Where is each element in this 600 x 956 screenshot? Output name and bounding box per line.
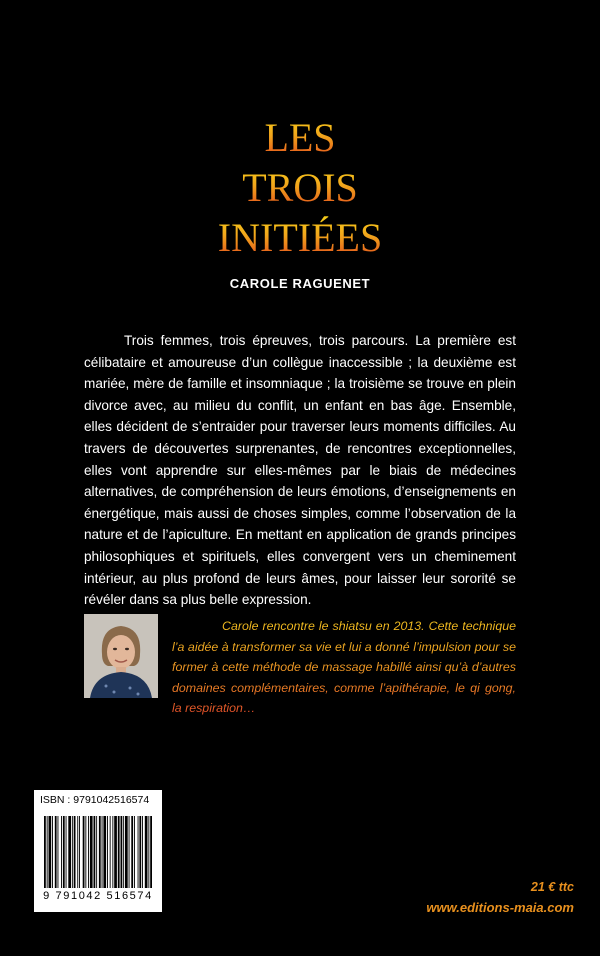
author-portrait-icon bbox=[84, 614, 158, 698]
author-bio bbox=[172, 616, 516, 719]
book-title-line-3: INITIÉES bbox=[0, 214, 600, 262]
book-summary: Trois femmes, trois épreuves, trois parcours. La première est célibataire et amoureuse d’un collègue inaccessible ; la deuxième est mariée, mère de famille et insomniaque ; la troisième se trouve en plein divorce avec, au milieu du conflit, un enfant en bas âge. Ensemble, elles décident de s’entraider pour traverser leurs moments difficiles. Au travers de découvertes surprenantes, de rencontres exceptionnelles, elles vont apprendre sur elles-mêmes par le biais de médecines alternatives, de compréhension de leurs émotions, d’enseignements en énergétique, mais aussi de choses simples, comme l’observation de la nature et de l’apiculture. En mettant en application de grands principes philosophiques et spirituels, elles convergent vers un cheminement intérieur, au plus profond de leurs âmes, pour laisser leur sororité se révéler dans sa plus belle expression. bbox=[84, 333, 516, 608]
book-title-line-1: LES bbox=[0, 114, 600, 162]
isbn-digits: 9 791042 516574 bbox=[43, 890, 153, 902]
author-name: CAROLE RAGUENET bbox=[229, 276, 371, 291]
barcode-icon bbox=[42, 816, 154, 890]
isbn-label: ISBN : 9791042516574 bbox=[40, 794, 150, 806]
price: 21 € ttc bbox=[530, 880, 574, 894]
author-bio-text: Carole rencontre le shiatsu en 2013. Cette technique l’a aidée à transformer sa vie et lui a donné l’impulsion pour se former à cette méthode de massage habillé ainsi qu’à d’autres domaines complémentaires, comme l’apithérapie, le qi gong, la respiration… bbox=[172, 619, 516, 716]
publisher-website: www.editions-maia.com bbox=[426, 900, 574, 915]
isbn-block bbox=[34, 790, 162, 912]
author-photo bbox=[84, 614, 158, 698]
book-title-line-2: TROIS bbox=[0, 164, 600, 212]
